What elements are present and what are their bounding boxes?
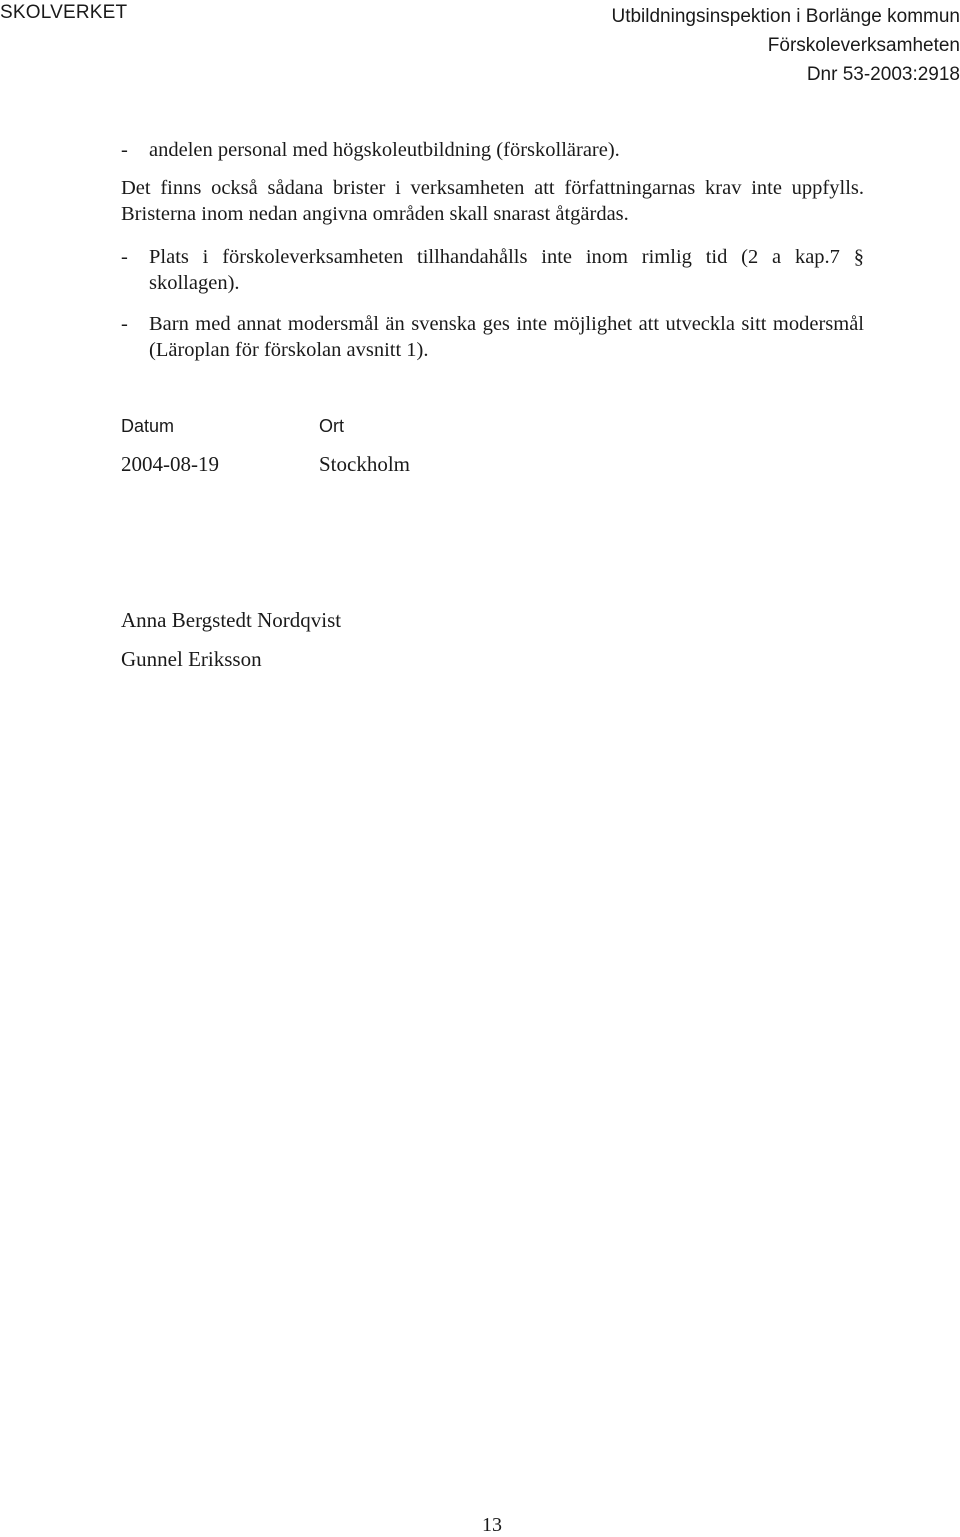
place-label: Ort	[319, 416, 344, 436]
date-label: Datum	[121, 416, 175, 436]
bullet-text: Plats i förskoleverksamheten tillhandahålls inte inom rimlig tid (2 a kap.7 § skollagen).	[149, 246, 864, 294]
bullet-text: andelen personal med högskoleutbildning (förskollärare).	[149, 139, 620, 161]
deficiency-item	[121, 311, 864, 363]
signatory-name: Gunnel Eriksson	[121, 647, 262, 671]
bullet-dash: -	[121, 313, 128, 335]
inspection-title: Utbildningsinspektion i Borlänge kommun	[611, 6, 960, 27]
organization-name: SKOLVERKET	[0, 2, 128, 23]
page-number: 13	[482, 1514, 502, 1536]
signatory-name: Anna Bergstedt Nordqvist	[121, 608, 342, 632]
area-title: Förskoleverksamheten	[767, 35, 960, 56]
place-value: Stockholm	[319, 452, 411, 476]
deficiency-item	[121, 244, 864, 296]
first-bullet	[121, 137, 864, 163]
deficiency-paragraph: Det finns också sådana brister i verksamheten att författningarnas krav inte uppfylls. Bristerna inom nedan angivna områden skall snarast åtgärdas.	[121, 177, 864, 225]
bullet-text: Barn med annat modersmål än svenska ges inte möjlighet att utveckla sitt modersmål (Läroplan för förskolan avsnitt 1).	[149, 313, 864, 361]
bullet-dash: -	[121, 139, 128, 161]
date-value: 2004-08-19	[121, 452, 219, 476]
bullet-dash: -	[121, 246, 128, 268]
reference-number: Dnr 53-2003:2918	[806, 64, 960, 85]
document-header	[611, 2, 960, 89]
